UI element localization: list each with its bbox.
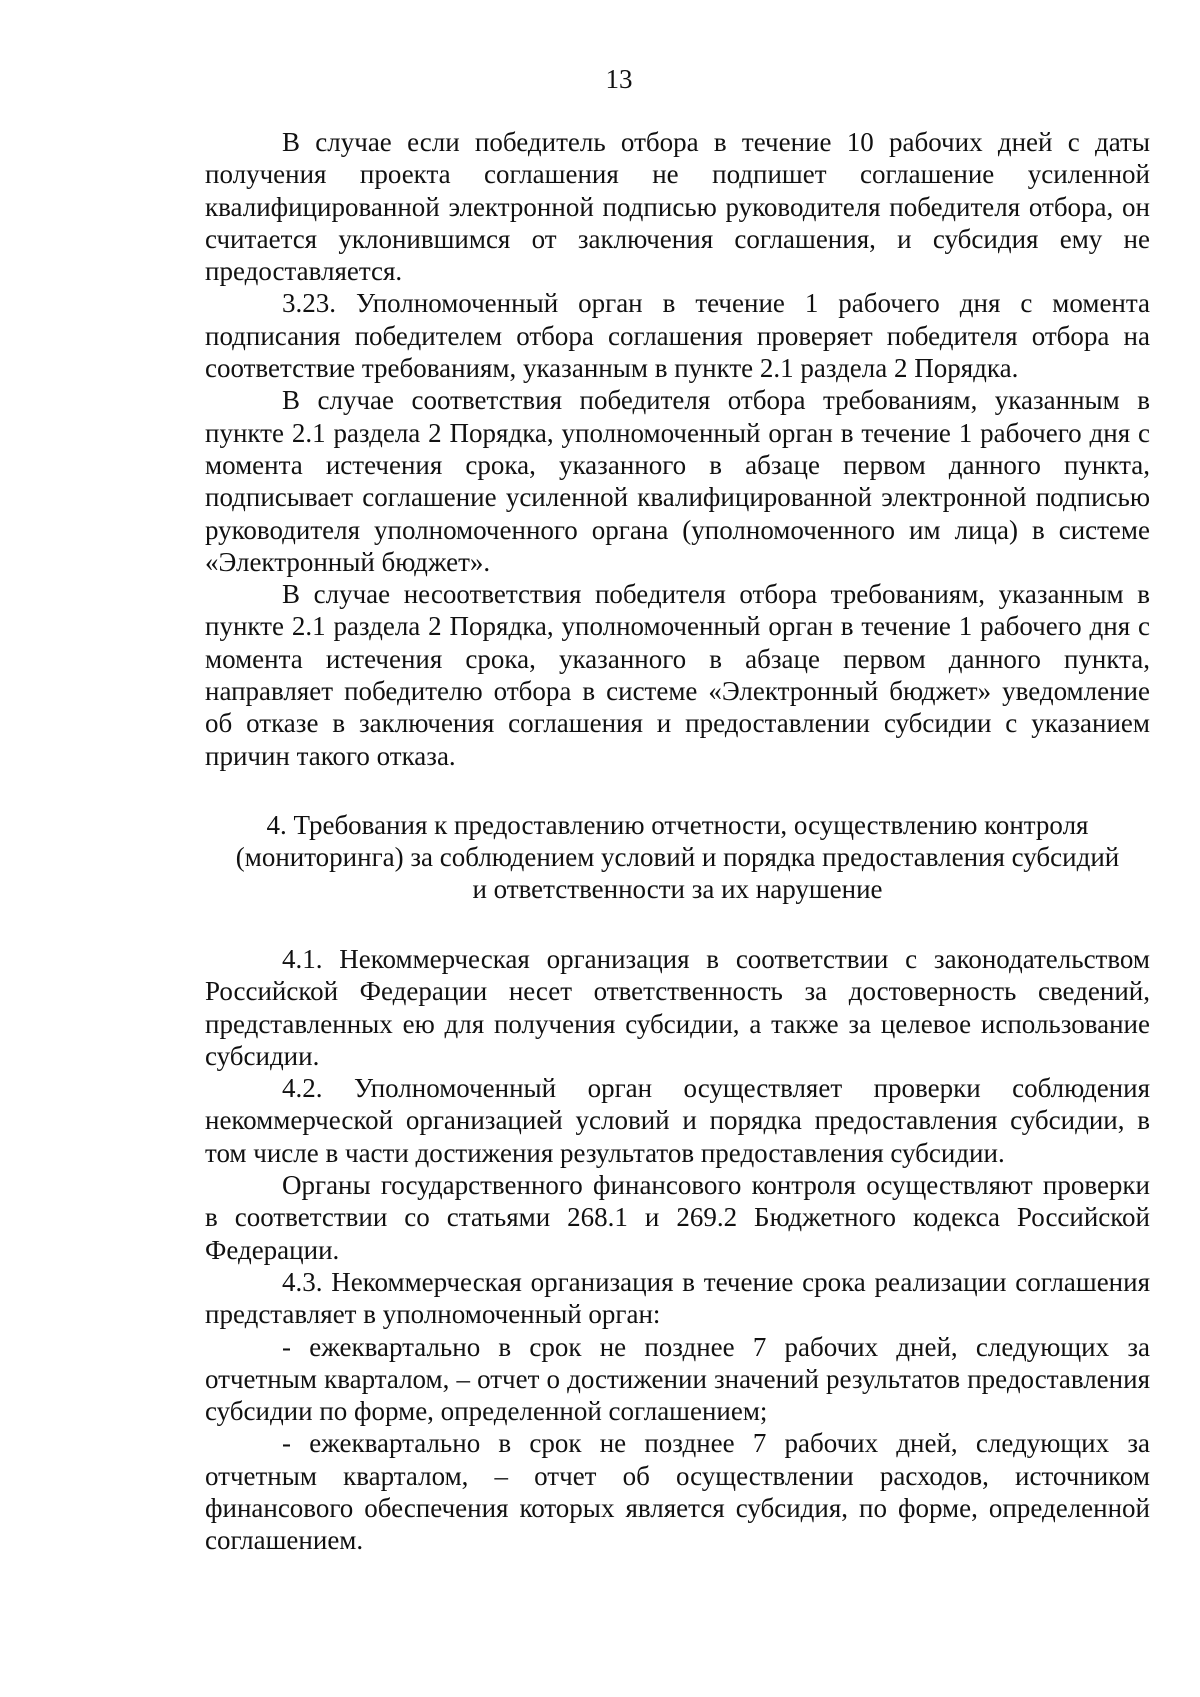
list-item-expenses-report: - ежеквартально в срок не позднее 7 рабочих дней, следующих за отчетным кварталом, – отчет об осуществлении расходов, источником финансового обеспечения которых является субсидия, по форме, определенной соглашением.	[205, 1428, 1150, 1556]
section-title-4: 4. Требования к предоставлению отчетности, осуществлению контроля (мониторинга) за соблюдением условий и порядка предоставления субсидий и ответственности за их нарушение	[235, 809, 1120, 904]
document-body	[205, 126, 1150, 1557]
paragraph-financial-control: Органы государственного финансового контроля осуществляют проверки в соответствии со статьями 268.1 и 269.2 Бюджетного кодекса Российской Федерации.	[205, 1170, 1150, 1265]
paragraph-compliance: В случае соответствия победителя отбора требованиям, указанным в пункте 2.1 раздела 2 Порядка, уполномоченный орган в течение 1 рабочего дня с момента истечения срока, указанного в абзаце первом данного пункта, подписывает соглашение усиленной квалифицированной электронной подписью руководителя уполномоченного органа (уполномоченного им лица) в системе «Электронный бюджет».	[205, 385, 1150, 577]
paragraph-4-3: 4.3. Некоммерческая организация в течение срока реализации соглашения представляет в уполномоченный орган:	[205, 1266, 1150, 1330]
paragraph-4-2: 4.2. Уполномоченный орган осуществляет проверки соблюдения некоммерческой организацией условий и порядка предоставления субсидии, в том числе в части достижения результатов предоставления субсидии.	[205, 1073, 1150, 1168]
list-item-results-report: - ежеквартально в срок не позднее 7 рабочих дней, следующих за отчетным кварталом, – отчет о достижении значений результатов предоставления субсидии по форме, определенной соглашением;	[205, 1331, 1150, 1427]
paragraph-4-1: 4.1. Некоммерческая организация в соответствии с законодательством Российской Федерации несет ответственность за достоверность сведений, представленных ею для получения субсидии, а также за целевое использование субсидии.	[205, 943, 1150, 1071]
paragraph-winner-evasion: В случае если победитель отбора в течение 10 рабочих дней с даты получения проекта соглашения не подпишет соглашение усиленной квалифицированной электронной подписью руководителя победителя отбора, он считается уклонившимся от заключения соглашения, и субсидия ему не предоставляется.	[205, 127, 1150, 287]
paragraph-noncompliance: В случае несоответствия победителя отбора требованиям, указанным в пункте 2.1 раздела 2 Порядка, уполномоченный орган в течение 1 рабочего дня с момента истечения срока, указанного в абзаце первом данного пункта, направляет победителю отбора в системе «Электронный бюджет» уведомление об отказе в заключения соглашения и предоставлении субсидии с указанием причин такого отказа.	[205, 579, 1150, 771]
page-number: 13	[605, 64, 633, 94]
paragraph-3-23: 3.23. Уполномоченный орган в течение 1 рабочего дня с момента подписания победителем отбора соглашения проверяет победителя отбора на соответствие требованиям, указанным в пункте 2.1 раздела 2 Порядка.	[205, 288, 1150, 384]
